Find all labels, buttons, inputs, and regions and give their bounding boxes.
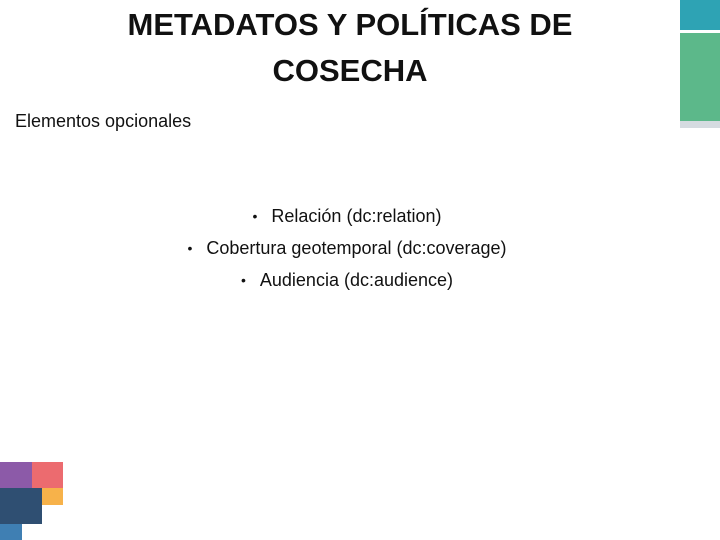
green-block: [680, 33, 720, 121]
navy-square: [0, 488, 42, 524]
bullet-item: [0, 200, 694, 232]
coral-square: [32, 462, 63, 488]
bullet-icon: •: [240, 272, 246, 288]
slide-subtitle: Elementos opcionales: [15, 111, 192, 131]
slide-title: [60, 2, 640, 94]
bullet-text: Relación (dc:relation): [271, 206, 442, 226]
top-right-color-bar: [680, 0, 720, 128]
purple-square: [0, 462, 32, 488]
bullet-icon: •: [187, 240, 193, 256]
title-line-1: METADATOS Y POLÍTICAS DE: [127, 7, 573, 42]
bullet-item: [0, 232, 694, 264]
gray-strip: [680, 121, 720, 128]
bullet-icon: •: [252, 208, 258, 224]
bullet-list: [0, 200, 694, 296]
bullet-item: [0, 264, 694, 296]
bullet-text: Cobertura geotemporal (dc:coverage): [206, 238, 507, 258]
teal-block: [680, 0, 720, 30]
yellow-square: [42, 488, 63, 505]
bottom-left-squares: [0, 462, 64, 540]
bullet-text: Audiencia (dc:audience): [259, 270, 454, 290]
title-line-2: COSECHA: [272, 53, 428, 88]
blue-square: [0, 524, 22, 540]
